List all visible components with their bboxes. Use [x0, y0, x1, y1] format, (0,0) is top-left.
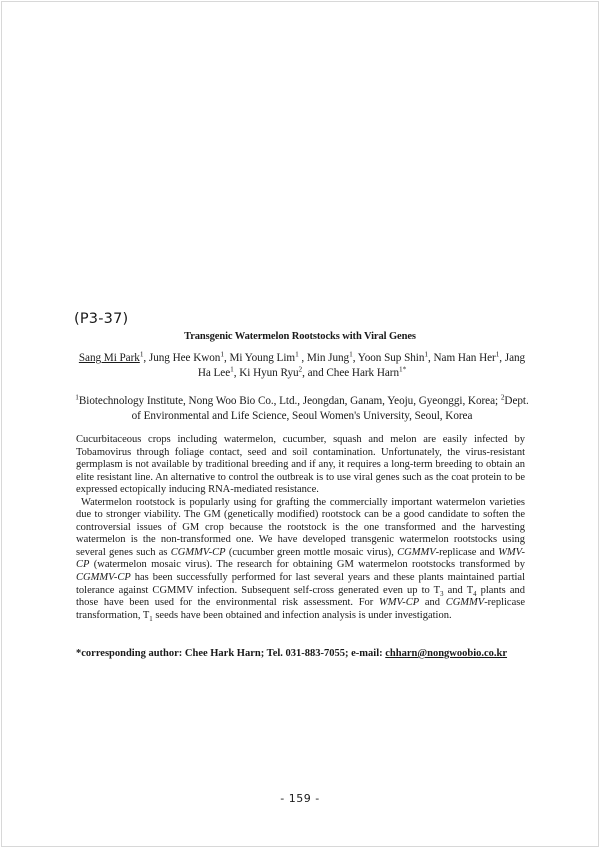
affiliation-text: Dept. of Environmental and Life Science, Seoul Women's University, Seoul, Korea [131, 395, 529, 422]
author-name: Min Jung$^1$ [306, 350, 353, 364]
affiliation-text: Biotechnology Institute, Nong Woo Bio Co., Ltd., Jeongdan, Ganam, Yeoju, Gyeonggi, Korea; [78, 395, 501, 407]
abstract-code: (P3-37) [74, 311, 129, 327]
author-name: Jang Ha Lee$^1$ [197, 352, 526, 379]
author-name: Nam Han Her$^1$ [433, 350, 500, 364]
author-list: Sang Mi Park$^1$, Jung Hee Kwon$^1$, Mi Young Lim$^1$ , Min Jung$^1$, Yoon Sup Shin$^1$, Nam Han Her$^1$, Jang Ha Lee$^1$, Ki Hyun Ryu$^2$, and Chee Hark Harn$^{1*}$ [78, 350, 526, 379]
corresponding-author-label: *corresponding author: Chee Hark Harn; Tel. 031-883-7055; e-mail: [76, 648, 386, 659]
author-name: Sang Mi Park$^1$ [78, 350, 144, 364]
email-link[interactable]: chharn@nongwoobio.co.kr [385, 648, 508, 659]
page-number: - 159 - [280, 792, 320, 805]
author-name: Jung Hee Kwon$^1$ [148, 350, 224, 364]
affiliations: $^1$Biotechnology Institute, Nong Woo Bio Co., Ltd., Jeongdan, Ganam, Yeoju, Gyeonggi, Korea; $^2$Dept. of Environmental and Life Science, Seoul Women's University, Seoul, Korea [75, 393, 529, 422]
paragraph-2: Watermelon rootstock is popularly using for grafting the commercially important watermelon varieties due to stronger viability. The GM (genetically modified) rootstock can be a good candidate to soften the controversial issues of GM crop because the rootstock is the one transformed and the harvesting watermelon is the non-transformed one. We have developed transgenic watermelon rootstocks using several genes such as CGMMV-CP (cucumber green mottle mosaic virus), CGMMV-replicase and WMV-CP (watermelon mosaic virus). The research for obtaining GM watermelon rootstocks transformed by CGMMV-CP has been successfully performed for last several years and these plants maintained partial tolerance against CGMMV infection. Subsequent self-cross generated even up to $T_3$ and $T_4$ plants and those have been used for the environmental risk assessment. For WMV-CP and CGMMV-replicase transformation, $T_1$ seeds have been obtained and infection analysis is under investigation. [76, 496, 526, 623]
author-name: Ki Hyun Ryu$^2$ [239, 365, 303, 379]
page-border [1, 1, 599, 847]
author-name: Chee Hark Harn$^{1*}$ [326, 365, 407, 379]
author-name: Yoon Sup Shin$^1$ [357, 350, 428, 364]
author-name: Mi Young Lim$^1$ [229, 350, 299, 364]
paragraph-1: Cucurbitaceous crops including watermelon, cucumber, squash and melon are easily infected by Tobamovirus through foliage contact, seed and soil contamination. Unfortunately, the virus-resistant germplasm is not available by traditional breeding and if any, it requires a long-term breeding to obtain an elite resistant line. An alternative to control the outbreak is to use viral genes such as the coat protein to be expressed ectopically inducing RNA-mediated resistance. [76, 434, 525, 496]
corresponding-author [76, 648, 546, 659]
paper-title: Transgenic Watermelon Rootstocks with Viral Genes [184, 331, 416, 342]
abstract-body [76, 434, 525, 622]
